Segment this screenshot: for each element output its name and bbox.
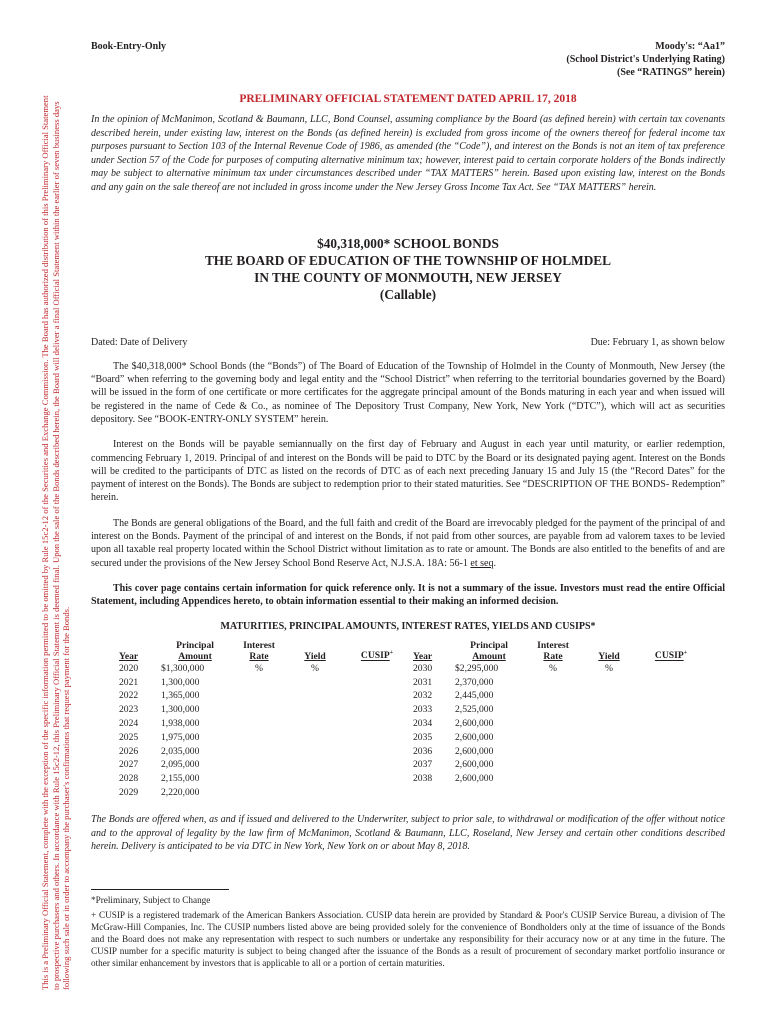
rating-block [566, 40, 725, 79]
paragraph-obligations-text: The Bonds are general obligations of the Board, and the full faith and credit of the Board are irrevocably pledged for the payment of the principal of and interest on the Bonds. Payment of the principal of and interest on the Bonds, if not paid from other sources, are payable from ad valorem taxes to be levied upon all taxable real property located within the School District without limitation as to rate or amount. The Bonds are also entitled to the benefits of and are secured under the provisions of the New Jersey School Bond Reserve Act, N.J.S.A. 18A: 56-1 [91, 517, 725, 569]
empty-cell [455, 786, 523, 800]
dated-due-line [91, 337, 725, 348]
rating-line1: Moody's: “Aa1” [655, 41, 725, 52]
paragraph-obligations [91, 517, 725, 570]
cusip [635, 689, 707, 703]
maturity-year: 2030 [413, 662, 433, 674]
cusip [341, 786, 413, 800]
header-cusip-left: CUSIP+ [360, 650, 394, 662]
maturity-row [119, 758, 707, 772]
cusip [341, 772, 413, 786]
rating-line3: (See “RATINGS” herein) [617, 67, 725, 78]
maturity-year: 2025 [119, 731, 139, 743]
maturity-row [119, 717, 707, 731]
yield [289, 772, 341, 786]
yield [289, 703, 341, 717]
yield [583, 772, 635, 786]
side-notice [40, 40, 72, 990]
interest-rate-percent: % [549, 662, 557, 674]
yield [583, 689, 635, 703]
maturity-row [119, 730, 707, 744]
interest-rate [229, 689, 289, 703]
paragraph-interest: Interest on the Bonds will be payable semiannually on the first day of February and August in each year until maturity, or earlier redemption, commencing February 1, 2019. Principal of and interest on the Bonds will be paid to DTC by the Board or its designated paying agent. Interest on the Bonds will be credited to the participants of DTC as listed on the records of DTC as of each next preceding January 15 and July 15 (the “Record Dates” for the payment of interest on the Bonds). The Bonds are subject to redemption prior to their stated maturities. See “DESCRIPTION OF THE BONDS- Redemption” herein. [91, 439, 725, 504]
book-entry-label: Book-Entry-Only [91, 41, 167, 52]
interest-rate [523, 758, 583, 772]
bond-title [91, 235, 725, 304]
cusip [635, 703, 707, 717]
yield [289, 758, 341, 772]
yield [583, 786, 635, 800]
tax-opinion: In the opinion of McManimon, Scotland & Baumann, LLC, Bond Counsel, assuming compliance by the Board (as defined herein) with certain tax covenants described herein, under existing law, interest on the Bonds (as defined herein) is excluded from gross income of the owners thereof for federal income tax purposes pursuant to Section 103 of the Internal Revenue Code of 1986, as amended (the “Code”), and interest on the Bonds is not an item of tax preference under Section 57 of the Code for purposes of computing alternative minimum tax; however, interest paid to certain corporate holders of the Bonds indirectly may be subject to alternative minimum tax under circumstances described under “TAX MATTERS” herein. Based upon existing law, interest on the Bonds and any gain on the sale thereof are not included in gross income under the New Jersey Gross Income Tax Act. See “TAX MATTERS” herein. [91, 114, 725, 193]
maturity-year: 2027 [119, 759, 139, 771]
header-principal-left: Principal Amount [176, 639, 214, 662]
header-principal-right: Principal Amount [470, 639, 508, 662]
maturity-year: 2034 [413, 718, 433, 730]
maturity-row [119, 744, 707, 758]
interest-rate [523, 717, 583, 731]
maturity-year: 2031 [413, 676, 433, 688]
principal-amount: 1,938,000 [161, 718, 200, 730]
maturity-year: 2028 [119, 773, 139, 785]
cusip [635, 675, 707, 689]
principal-amount: 2,155,000 [161, 773, 200, 785]
principal-amount: 2,600,000 [455, 773, 494, 785]
cusip [341, 758, 413, 772]
maturities-title: MATURITIES, PRINCIPAL AMOUNTS, INTEREST RATES, YIELDS AND CUSIPS* [220, 620, 596, 632]
yield [289, 730, 341, 744]
offering-statement: The Bonds are offered when, as and if issued and delivered to the Underwriter, subject to prior sale, to withdrawal or modification of the offer without notice and to the approval of legality by the law firm of McManimon, Scotland & Baumann, LLC, Roseland, New Jersey and certain other conditions described herein. Delivery is anticipated to be via DTC in New York, New York on or about May 8, 2018. [91, 814, 725, 853]
cusip [341, 703, 413, 717]
rating-line2: (School District's Underlying Rating) [566, 54, 725, 65]
yield [289, 675, 341, 689]
side-notice-line3: following such sale or in order to accompany the purchaser's confirmations that request payment for the Bonds. [61, 606, 72, 990]
cusip [635, 772, 707, 786]
cusip [635, 662, 707, 676]
yield-percent: % [605, 662, 613, 674]
maturity-year: 2032 [413, 690, 433, 702]
header-yield-left: Yield [304, 650, 326, 662]
bond-title-line4: (Callable) [379, 287, 437, 303]
header-interest-right: Interest Rate [537, 639, 569, 662]
interest-rate [523, 786, 583, 800]
yield-percent: % [311, 662, 319, 674]
maturity-row [119, 703, 707, 717]
maturity-year: 2037 [413, 759, 433, 771]
cusip [341, 675, 413, 689]
principal-amount: $2,295,000 [455, 662, 499, 674]
yield [583, 717, 635, 731]
cusip [341, 662, 413, 676]
preliminary-title: PRELIMINARY OFFICIAL STATEMENT DATED APRIL 17, 2018 [239, 93, 577, 105]
cusip [341, 730, 413, 744]
interest-rate [229, 744, 289, 758]
header-year-left: Year [119, 650, 139, 662]
maturities-table [119, 640, 707, 800]
interest-rate [229, 730, 289, 744]
yield [583, 730, 635, 744]
maturity-year: 2036 [413, 745, 433, 757]
due-text: Due: February 1, as shown below [590, 336, 725, 348]
maturity-year: 2023 [119, 704, 139, 716]
cusip [635, 730, 707, 744]
paragraph-obligations-end: . [493, 557, 496, 569]
cusip [341, 717, 413, 731]
interest-rate [229, 703, 289, 717]
header-year-right: Year [413, 650, 433, 662]
maturity-year: 2035 [413, 731, 433, 743]
bond-title-line2: THE BOARD OF EDUCATION OF THE TOWNSHIP OF HOLMDEL [204, 252, 612, 268]
maturity-year: 2020 [119, 662, 139, 674]
yield [583, 744, 635, 758]
side-notice-line2: to prospective purchasers and others. In accordance with Rule 15c2-12, this Preliminary Official Statement is deemed final. Upon the sale of the Bonds described herein, the Board will deliver a final Official Statement within the earlier of seven business days [50, 101, 61, 990]
side-notice-line1: This is a Preliminary Official Statement, complete with the exception of the specific information permitted to be omitted by Rule 15c2-12 of the Securities and Exchange Commission. The Board has authorized distribution of this Preliminary Official Statement [40, 95, 50, 990]
interest-rate [229, 758, 289, 772]
dated-text: Dated: Date of Delivery [91, 336, 188, 348]
cusip [635, 744, 707, 758]
paragraph-bonds: The $40,318,000* School Bonds (the “Bonds”) of The Board of Education of the Township of Holmdel in the County of Monmouth, New Jersey (the “Board” when referring to the governing body and legal entity and the “School District” when referring to the territorial boundaries governed by the Board) will be issued in the form of one certificate or more certificates for the aggregate principal amount of the Bonds maturing in each year and when issued will be registered in the name of Cede & Co., as nominee of The Depository Trust Company, New York, New York (“DTC”), which will act as securities depository. See “BOOK-ENTRY-ONLY SYSTEM” herein. [91, 360, 725, 425]
bond-title-line1: $40,318,000* SCHOOL BONDS [317, 235, 499, 251]
maturity-year: 2029 [119, 787, 139, 799]
maturity-row [119, 675, 707, 689]
interest-rate [229, 772, 289, 786]
yield [289, 744, 341, 758]
maturity-year: 2033 [413, 704, 433, 716]
footnote-preliminary: *Preliminary, Subject to Change [91, 895, 211, 906]
maturities-header-row [119, 640, 707, 662]
document-page [91, 40, 725, 970]
maturity-row [119, 786, 707, 800]
header-cusip-right: CUSIP+ [654, 650, 688, 662]
principal-amount: 2,600,000 [455, 731, 494, 743]
principal-amount: 2,220,000 [161, 787, 200, 799]
cusip [341, 689, 413, 703]
maturity-row [119, 689, 707, 703]
principal-amount: 1,300,000 [161, 676, 200, 688]
yield [583, 675, 635, 689]
cusip [635, 758, 707, 772]
principal-amount: 2,095,000 [161, 759, 200, 771]
maturity-year: 2022 [119, 690, 139, 702]
maturity-year: 2021 [119, 676, 139, 688]
maturity-row [119, 772, 707, 786]
interest-rate [523, 675, 583, 689]
interest-rate [523, 744, 583, 758]
interest-rate [229, 717, 289, 731]
yield [289, 786, 341, 800]
interest-rate [523, 689, 583, 703]
principal-amount: 2,600,000 [455, 745, 494, 757]
header-yield-right: Yield [598, 650, 620, 662]
principal-amount: 2,370,000 [455, 676, 494, 688]
footnote-cusip: + CUSIP is a registered trademark of the American Bankers Association. CUSIP data herein are provided by Standard & Poor's CUSIP Service Bureau, a division of The McGraw-Hill Companies, Inc. The CUSIP numbers listed above are being provided solely for the convenience of Bondholders only at the time of issuance of the Bonds and the Board does not make any representation with respect to such numbers or undertake any responsibility for their accuracy now or at any time in the future. The CUSIP number for a specific maturity is subject to being changed after the issuance of the Bonds as a result of procurement of secondary market portfolio insurance or other similar enhancement by investors that is applicable to all or a portion of certain maturities. [91, 909, 725, 969]
header-interest-left: Interest Rate [243, 639, 275, 662]
cusip [635, 786, 707, 800]
footnote-rule [91, 889, 229, 890]
maturity-year: 2024 [119, 718, 139, 730]
bond-title-line3: IN THE COUNTY OF MONMOUTH, NEW JERSEY [254, 270, 562, 286]
principal-amount: 1,975,000 [161, 731, 200, 743]
yield [289, 717, 341, 731]
maturity-row [119, 662, 707, 676]
interest-rate [523, 730, 583, 744]
cusip [635, 717, 707, 731]
interest-rate [229, 786, 289, 800]
principal-amount: 2,035,000 [161, 745, 200, 757]
et-seq-text: et seq [470, 557, 494, 569]
principal-amount: 2,445,000 [455, 690, 494, 702]
interest-rate [523, 772, 583, 786]
cusip [341, 744, 413, 758]
yield [583, 703, 635, 717]
interest-rate [523, 703, 583, 717]
interest-rate [229, 675, 289, 689]
principal-amount: 2,525,000 [455, 704, 494, 716]
yield [289, 689, 341, 703]
maturity-year: 2038 [413, 773, 433, 785]
interest-rate-percent: % [255, 662, 263, 674]
empty-cell [413, 786, 455, 800]
principal-amount: 2,600,000 [455, 718, 494, 730]
paragraph-quick-reference: This cover page contains certain information for quick reference only. It is not a summary of the issue. Investors must read the entire Official Statement, including Appendices hereto, to obtain information essential to their making an informed decision. [91, 582, 725, 608]
principal-amount: $1,300,000 [161, 662, 205, 674]
principal-amount: 1,300,000 [161, 704, 200, 716]
header [91, 40, 725, 79]
principal-amount: 2,600,000 [455, 759, 494, 771]
yield [583, 758, 635, 772]
principal-amount: 1,365,000 [161, 690, 200, 702]
maturity-year: 2026 [119, 745, 139, 757]
